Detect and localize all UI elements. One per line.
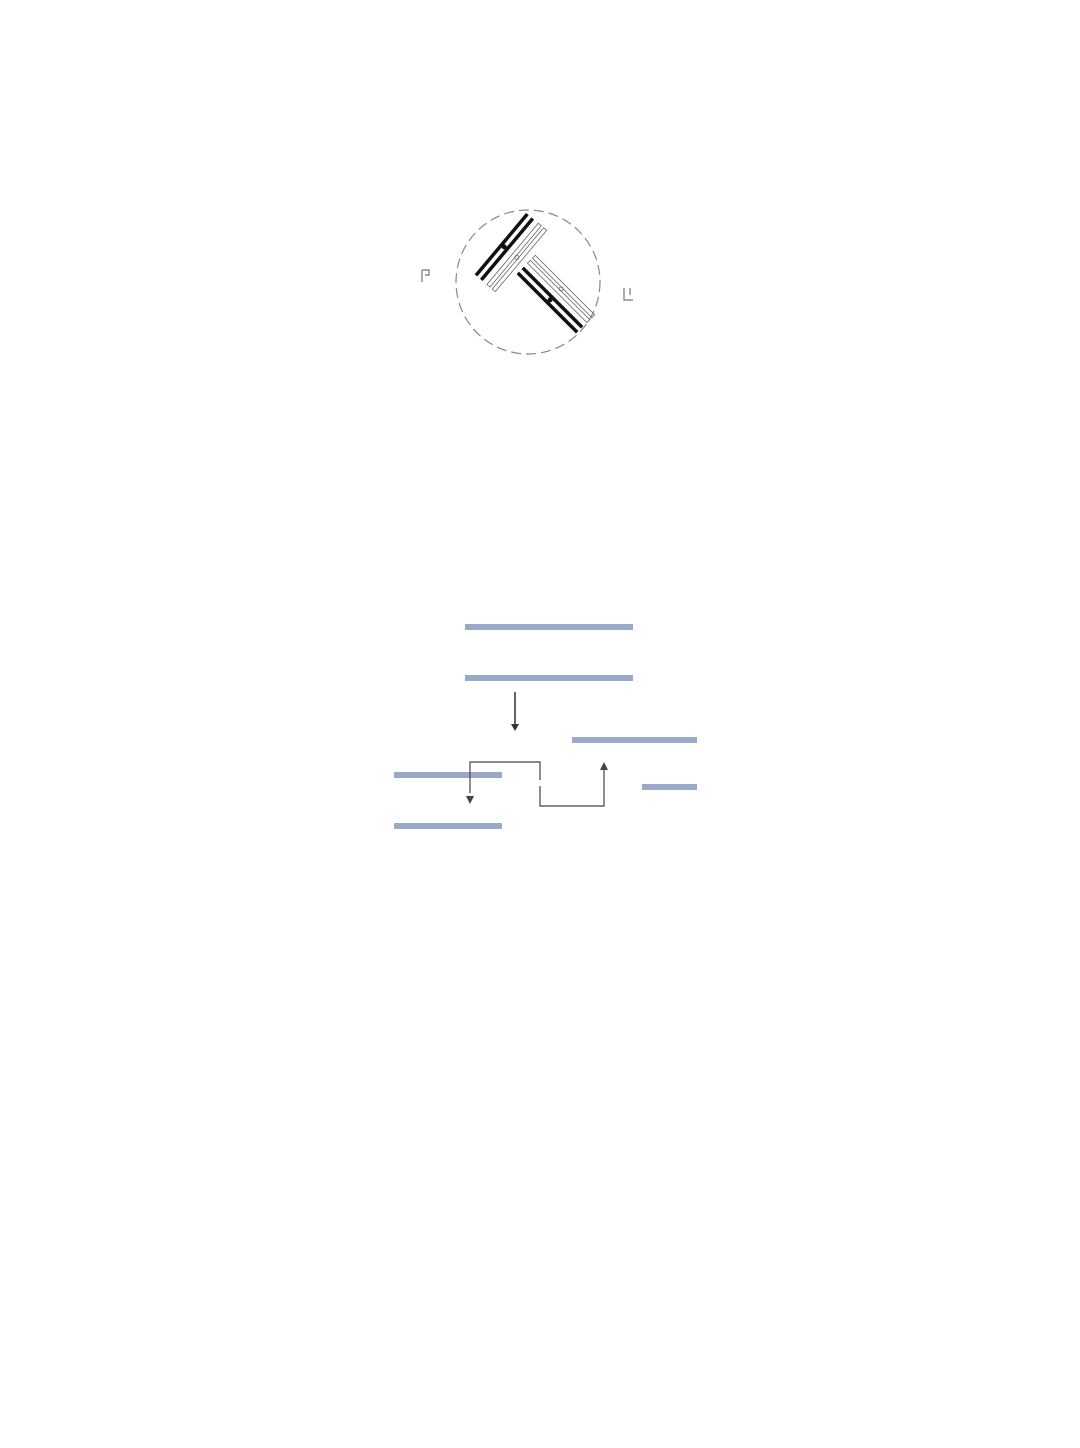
left-fragment-backbone-bottom [394, 823, 502, 829]
meiosis-cell-figure [410, 200, 650, 360]
left-fragment-backbone-top [394, 772, 502, 778]
spindle-pole-left [422, 270, 429, 282]
arrow-head [511, 724, 519, 731]
dna-backbone-top [465, 624, 633, 630]
arrow-head [600, 762, 608, 770]
chromatid [521, 267, 583, 329]
bivalent-lower [517, 255, 595, 333]
centromere [514, 255, 520, 261]
spindle-pole-right [624, 288, 633, 300]
dna-restriction-figure [390, 618, 710, 840]
centromere [558, 286, 564, 292]
right-fragment-backbone-top [572, 737, 697, 743]
right-fragment-backbone-bottom [642, 784, 697, 790]
arrow-head [466, 796, 474, 804]
chromatid [517, 272, 579, 334]
arrow-to-right-fragment [540, 768, 604, 806]
dna-backbone-bottom [465, 675, 633, 681]
